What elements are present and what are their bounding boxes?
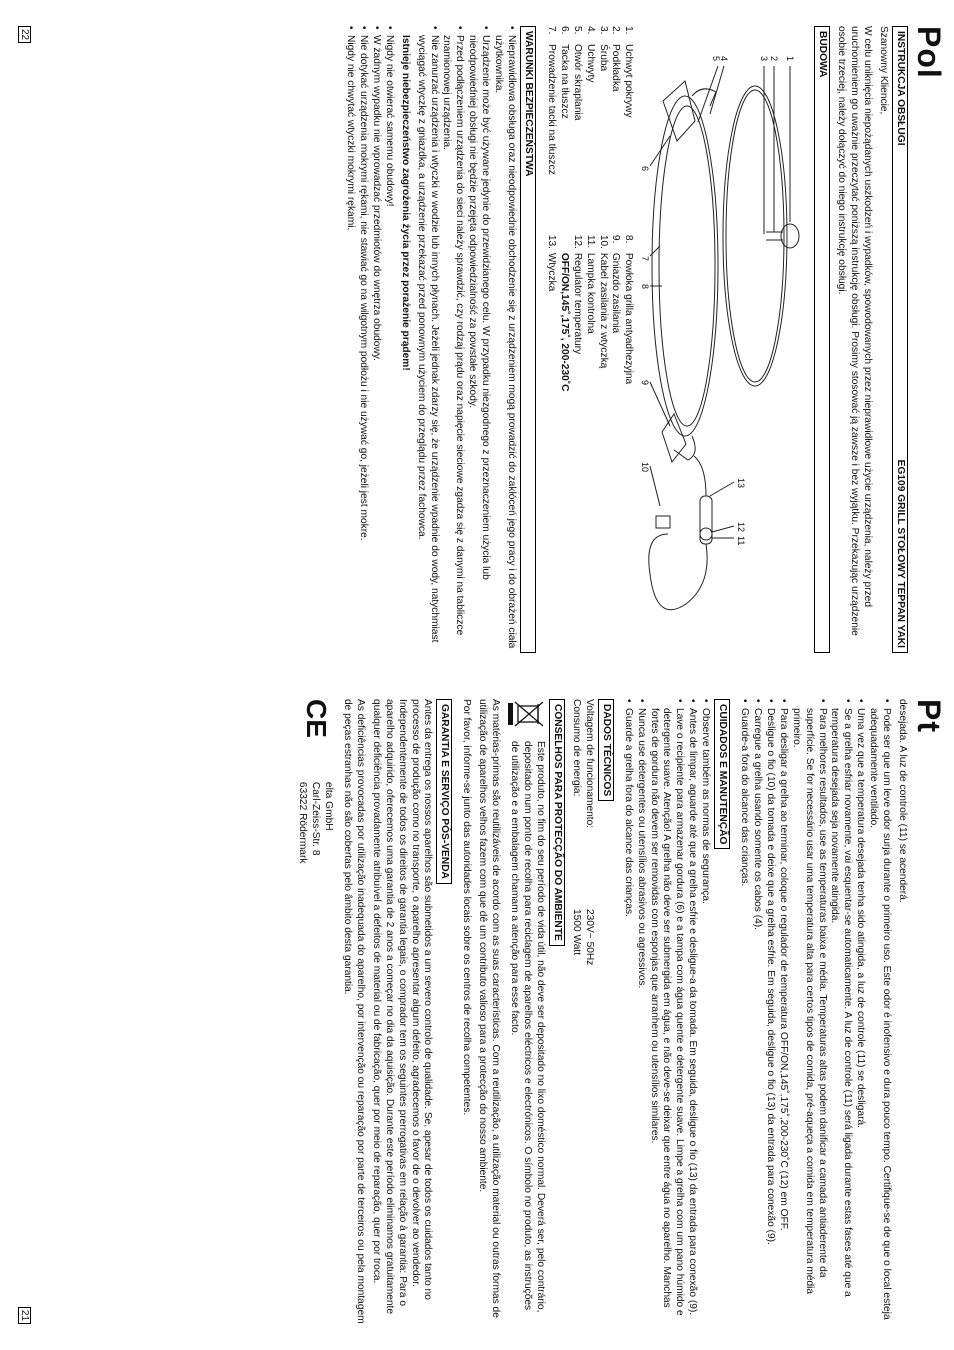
operation-item: • Se a grelha esfriar novamente, vai esquentar-se automaticamente. A luz de controle (11) será ligada durante estas fases até que a temperatura desejada seja novamente atingida. — [828, 708, 854, 1324]
part-item: 7.Prowadzenie tacki na tłuszcz — [545, 26, 557, 175]
safety-item: • Urządzenie może być używane jedynie do przewidzianego celu. W przypadku niezgodnego z przeznaczeniem użycia lub nieodpowiedniej obsługi nie będzie przejęta odpowiedzialność za powstałe szkody. — [465, 35, 491, 653]
part-item: 13.Wtyczka — [545, 234, 557, 292]
warranty-text: Antes da entrega os nossos aparelhos são submetidos a um severo controlo de qualidade. Se, apesar de todos os cuidados tanto no processo de produção como no transporte, o aparelho apresentar algum defeito, agradecemos o favor de o devolver ao vendedor. Independentemente de todos os direitos de garantia legais, o comprador tem os seguintes prerrogativas em relação à garantia: Para o aparelho adquirido, oferecemos uma garantia de 2 anos a começar no dia da aquisição. Durante este período eliminamos gratuitamente qualquer deficiência provadamente atribuível a defeitos de material ou de fabricação, quer por meio de reparação, quer por troca. — [370, 699, 434, 1315]
operation-list — [737, 699, 892, 1324]
env-text: Este produto, no fim do seu período de vida útil, não deve ser depositado no lixo doméstico normal. Deverá ser, pelo contrário, depositado num ponto de recolha para reciclagem de aparelhos eléctricos e electrónicos. O símbolo no produto, as instruções de utilização e a embalagem chamam a atenção para esse facto. — [509, 741, 547, 1313]
part-item: 8.Powłoka grilla antyadhezyjna — [623, 234, 635, 385]
header-model: EG109 GRILL STOŁOWY TEPPAN YAKI — [895, 459, 906, 648]
intro-text: W celu uniknięcia niepożądanych uszkodzeń i wypadków, spowodowanych przez nieprawidłowe użycie urządzenia, należy przed uruchomieniem go uważnie przeczytać poniższą instrukcję obsługi. Prosimy stosować ją zawsze i bez wyjątku. Przekazując urządzenie osobie trzeciej, należy dołączyć do niego instrukcję obsługi. — [836, 26, 874, 636]
part-item: 11.Lampka kontrolna — [584, 234, 596, 334]
part-item: 2.Podkładka — [610, 26, 622, 92]
language-heading: Pt — [911, 699, 947, 733]
fig-label-2: 2 — [769, 56, 780, 62]
fig-label-1: 1 — [785, 56, 796, 62]
safety-item: • Przed podłączeniem urządzenia do sieci należy sprawdzić, czy rodzaj prądu oraz napięcie sieciowe zgadza się z danymi na tabliczce znamionowej urządzenia. — [440, 35, 466, 653]
safety-item: • Nie zanurzać urządzenia i wtyczki w wodzie lub innych płynach. Jeżeli jednak zdarzy się, że urządzenie wpadnie do wody, natychmiast wyciągać wtyczkę z gniazdka, a urządzenie przekazać przed ponownym użyciem do przeglądu przez fachowca. — [414, 35, 440, 653]
crossed-bin-icon — [501, 699, 546, 733]
safety-item: • W żadnym wypadku nie wprowadzać przedmiotów do wnętrza obudowy. — [369, 35, 382, 653]
section-care: CUIDADOS E MANUTENÇÃO — [714, 699, 730, 849]
part-item: 5.Otwór skraplania — [571, 26, 583, 121]
warranty-text-2: As deficiências provocadas por utilização inadequada do aparelho, por intervenção ou reparação por parte de terceiros ou pela montagem de peças estranhas não são cobertas pelo âmbito desta garantia. — [342, 699, 366, 1324]
address-line: Carl-Zeiss-Str. 8 — [310, 781, 322, 856]
fig-label-5: 5 — [711, 56, 722, 62]
fig-label-9: 9 — [640, 380, 651, 386]
safety-item: • Nie dotykać urządzenia mokrymi rękami, nie stawiać go na wilgotnym podłożu i nie używać go, jeżeli jest mokre. — [356, 35, 369, 653]
fig-label-6: 6 — [640, 166, 651, 172]
operation-item: • Carregue a grelha usando somente os cabos (4). — [750, 708, 763, 1324]
env-text-3: Por favor, informe-se junto das autoridades locais sobre os centros de recolha competentes. — [461, 699, 473, 1116]
parts-list — [544, 26, 634, 653]
part-item: 3.Śruba — [597, 26, 609, 72]
fig-label-11: 11 — [736, 536, 747, 546]
section-budowa: BUDOWA — [814, 26, 830, 653]
operation-item: • Para desligar a grelha ao terminar, coloque o regulador de temperatura OFF/ON,145˚,175˚,200-230˚C (12) em OFF. — [776, 708, 789, 1324]
language-heading: Pol — [911, 26, 947, 79]
ce-mark: CE — [301, 699, 333, 738]
recycle-notice — [501, 699, 546, 1324]
safety-list — [414, 26, 517, 653]
care-list — [621, 699, 711, 1324]
tech-value: 1500 Watt — [570, 909, 582, 956]
tech-key: Voltagem de funcionamento: — [583, 699, 595, 829]
parts-list-left — [544, 26, 634, 175]
fig-label-4: 4 — [719, 56, 730, 62]
page-portuguese — [0, 675, 954, 1350]
part-item: 1.Uchwyt pokrywy — [623, 26, 635, 118]
safety-list-2 — [343, 26, 395, 653]
part-item: 6.Tacka na tłuszcz — [558, 26, 570, 119]
parts-list-right — [544, 235, 634, 392]
danger-warning: Istnieje niebezpieczeństwo zagrożenia życia przez porażenie prądem! — [399, 35, 411, 371]
care-item: • Lave o recipiente para armazenar gordura (6) e a tampa com água quente e detergente suave. Limpe a grelha com um pano húmido e detergente suave. Atenção! A grelha não deve ser submergida em água, e não deve-se deixar que entre água no aparelho. Manchas fortes de gordura não devem ser removidas com esponjas que arranhem ou utensílios similares. — [647, 708, 686, 1324]
operation-item: • Pode ser que um leve odor surja durante o primeiro uso. Este odor é inofensivo e dura pouco tempo. Certifique-se de que o local esteja adequadamente ventilado. — [866, 708, 892, 1324]
safety-item: • Nieprawidłowa obsługa oraz nieodpowiednie obchodzenie się z urządzeniem mogą prowadzić do zakłóceń jego pracy i do obrażeń ciała użytkownika. — [491, 35, 517, 653]
part-item: 4.Uchwyty — [584, 26, 596, 83]
header-bar — [892, 26, 908, 653]
appliance-diagram — [640, 26, 810, 653]
manufacturer-block — [296, 699, 337, 1324]
operation-item: • Guarde-a fora do alcance das crianças. — [737, 708, 750, 1324]
fig-label-12: 12 — [736, 522, 747, 533]
operation-item: • Desligue o fio (10) da tomada e deixe que a grelha esfrie. Em seguida, desligue o fio (13) da entrada para conexão (9). — [763, 708, 776, 1324]
section-tech: DADOS TÉCNICOS — [598, 699, 614, 801]
operation-item: • Para melhores resultados, use as temperaturas baixa e média. Temperaturas altas podem danificar a camada antiaderente da superfície. Se for necessário usar uma temperatura alta para certos tipos de comida, pré-aqueça a comida em temperatura média primeiro. — [789, 708, 828, 1324]
section-warranty: GARANTIA E SERVIÇO PÓS-VENDA — [436, 699, 452, 884]
care-item: • Guarde a grelha fora do alcance das crianças. — [621, 708, 634, 1324]
fig-label-13: 13 — [736, 478, 747, 489]
top-paragraph: desejada. A luz de controle (11) se acenderá. — [897, 699, 908, 903]
section-environment: CONSELHOS PARA PROTECÇÃO DO AMBIENTE — [549, 699, 565, 946]
fig-label-3: 3 — [759, 56, 770, 62]
care-item: • Antes de limpar, aguarde até que a grelha esfrie e desligue-a da tomada. Em seguida, desligue o fio (13) da entrada para conexão (9). — [685, 708, 698, 1324]
fig-label-8: 8 — [640, 284, 651, 290]
page-number: 22 — [18, 26, 31, 43]
page-number: 21 — [18, 1307, 31, 1324]
address-line: 63322 Rödermark — [297, 781, 309, 864]
part-item: 9.Gniazdo zasilania — [610, 234, 622, 334]
fig-label-10: 10 — [640, 462, 651, 473]
part-item: 12.Regulator temperatury — [571, 234, 583, 355]
section-warunki: WARUNKI BEZPIECZEŃSTWA — [520, 26, 536, 653]
care-item: • Observe também as normas de segurança. — [698, 708, 711, 1324]
header-title: INSTRUKCJA OBSŁUGI — [895, 31, 906, 146]
safety-item: • Nigdy nie chwytać wtyczki mokrymi rękami. — [343, 35, 356, 653]
greeting: Szanowny Kliencie, — [878, 26, 889, 115]
part-item: OFF/ON,145˚,175˚, 200-230˚C — [558, 252, 570, 392]
operation-item: • Uma vez que a temperatura desejada tenha sido atingida, a luz de controle (11) se desligará. — [853, 708, 866, 1324]
part-item: 10.Kabel zasilania z wtyczką — [597, 234, 609, 369]
grill-illustration — [640, 26, 810, 653]
tech-data — [569, 699, 595, 1324]
fig-label-7: 7 — [640, 256, 651, 262]
care-item: • Nunca use detergentes ou utensílios abrasivos ou agressivos. — [634, 708, 647, 1324]
address — [296, 752, 335, 864]
env-text-2: As matérias-primas são reutilizáveis de acordo com as suas características. Com a reutilização, a utilização material ou outras formas de utilização de aparelhos velhos fazem com que dê um contributo valioso para a protecção do nosso ambiente. — [477, 699, 502, 1318]
address-line: elta GmbH — [323, 781, 335, 831]
tech-key: Consumo de energia: — [570, 699, 582, 797]
safety-item: • Nigdy nie otwierać samemu obudowy! — [382, 35, 395, 653]
tech-value: 230V~ 50Hz — [583, 909, 595, 966]
